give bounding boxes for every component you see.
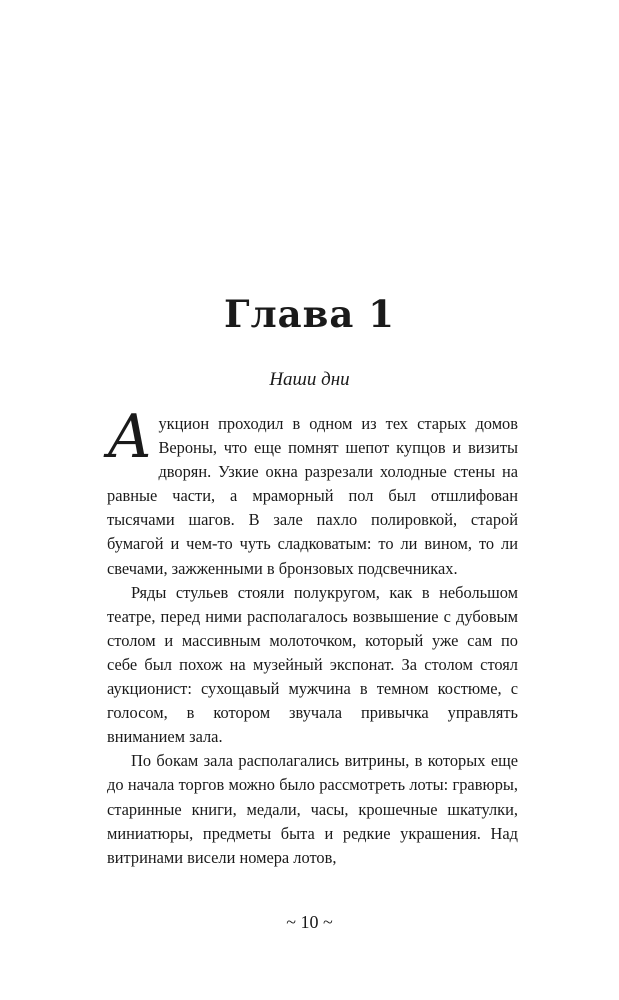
paragraph-2: Ряды стульев стояли полукругом, как в небольшом театре, перед ними располагалось возвышение с дубовым столом и массивным молоточком, который уже сам по себе был похож на музейный экспонат. За столом стоял аукционист: сухощавый мужчина в темном костюме, с голосом, в котором звучала привычка управлять вниманием зала. [107, 582, 518, 747]
chapter-subtitle: Наши дни [269, 369, 350, 390]
dropcap-letter: А [107, 402, 153, 472]
page-number: ~ 10 ~ [286, 912, 333, 932]
paragraph-3: По бокам зала располагались витрины, в которых еще до начала торгов можно было рассмотреть лоты: гравюры, старинные книги, медали, часы, крошечные шкатулки, миниатюры, предметы быта и редкие украшения. Над витринами висели номера лотов, [107, 751, 518, 867]
body-text [107, 402, 518, 870]
paragraph-1 [107, 402, 518, 581]
paragraph-1-text: укцион проходил в одном из тех старых домов Вероны, что еще помнят шепот купцов и визиты дворян. Узкие окна разрезали холодные стены на равные части, а мраморный пол был отшлифован тысячами шагов. В зале пахло полировкой, старой бумагой и чем-то чуть сладковатым: то ли вином, то ли свечами, зажженными в бронзовых подсвечниках. [107, 414, 518, 578]
chapter-title: Глава 1 [224, 292, 395, 336]
